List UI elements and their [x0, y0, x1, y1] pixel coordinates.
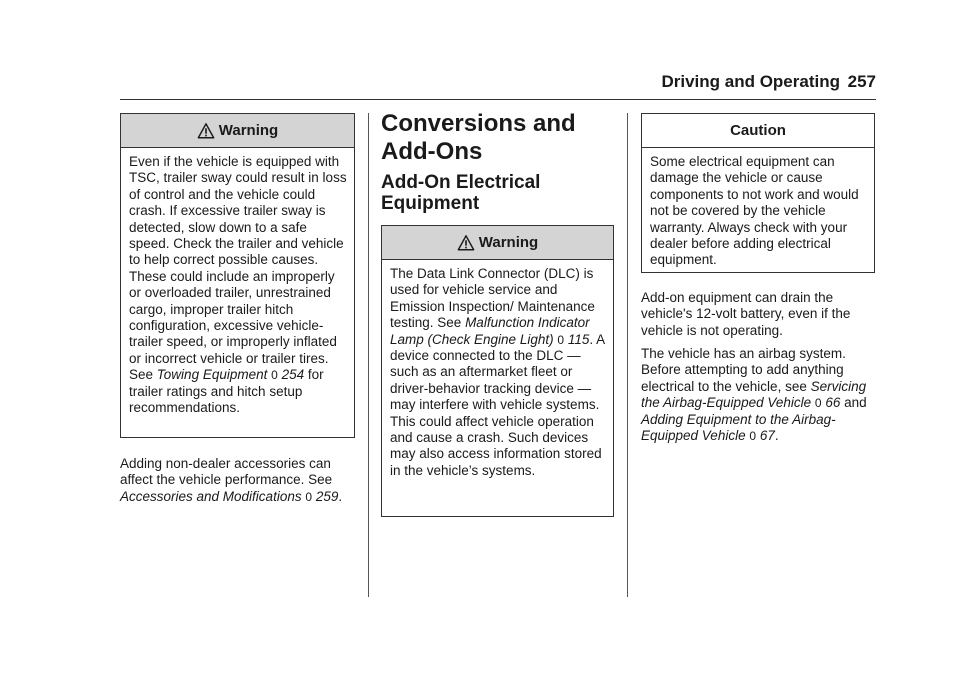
warning-icon — [457, 234, 475, 252]
adding-equipment-link[interactable]: Adding Equipment to the Airbag-Equipped Vehicle — [641, 411, 836, 444]
accessories-link[interactable]: Accessories and Modifications — [120, 488, 302, 504]
paragraph-text: Add-on equipment can drain the vehicle's 12-volt battery, even if the vehicle is not operating. — [641, 290, 851, 338]
warning-text: Even if the vehicle is equipped with TSC, trailer sway could result in loss of control and the vehicle could crash. If excessive trailer sway is detected, slow down to a safe speed. Check the trailer and vehicle to help correct possible causes. These could include an improperly or overloaded trailer, unrestrained cargo, improper trailer hitch configuration, excessive vehicle-trailer speed, or improperly inflated or incorrect vehicle or trailer tires. See — [129, 154, 347, 383]
malfunction-indicator-link[interactable]: Malfunction Indicator Lamp (Check Engine Light) — [390, 315, 590, 347]
section-heading: Conversions and Add-Ons — [381, 110, 576, 165]
towing-equipment-link[interactable]: Towing Equipment — [156, 367, 268, 383]
caution-box-header — [642, 114, 874, 148]
caution-box-body — [642, 148, 874, 269]
warning-box-title: Warning — [218, 122, 279, 139]
page-ref-number[interactable]: 67 — [759, 428, 775, 444]
page-ref-number[interactable]: 259 — [315, 488, 339, 504]
dlc-warning-box — [381, 225, 614, 517]
header-divider — [120, 99, 876, 100]
paragraph-text: Adding non-dealer accessories can affect the vehicle performance. See — [120, 456, 333, 488]
warning-text: The Data Link Connector (DLC) is used for vehicle service and Emission Inspection/ Maintenance testing. See — [390, 266, 595, 331]
airbag-paragraph — [641, 346, 877, 444]
page-ref-icon: 0 — [814, 396, 822, 411]
warning-box-body — [121, 148, 354, 417]
paragraph-text: The vehicle has an airbag system. Before attempting to add anything electrical to the vehicle, see — [641, 346, 846, 394]
warning-box-header — [382, 226, 613, 260]
page-ref-number[interactable]: 66 — [825, 395, 841, 411]
page-number: 257 — [847, 72, 876, 91]
page-ref-number[interactable]: 115 — [567, 331, 590, 347]
accessories-paragraph — [120, 456, 358, 505]
caution-box — [641, 113, 875, 273]
warning-box-header — [121, 114, 354, 148]
page-ref-number[interactable]: 254 — [281, 367, 305, 383]
battery-drain-paragraph — [641, 290, 875, 339]
paragraph-tail: . — [774, 428, 779, 444]
trailer-sway-warning-box — [120, 113, 355, 438]
page-header-title: Driving and Operating — [661, 72, 840, 91]
page-ref-icon: 0 — [271, 368, 278, 383]
page-ref-icon: 0 — [557, 332, 565, 347]
column-divider-right — [627, 113, 628, 597]
caution-text: Some electrical equipment can damage the vehicle or cause components to not work and would not be covered by the vehicle warranty. Always check with your dealer before adding electrical equipment. — [650, 154, 859, 268]
paragraph-tail: . — [338, 488, 343, 504]
warning-box-title: Warning — [478, 234, 539, 251]
servicing-airbag-link[interactable]: Servicing the Airbag-Equipped Vehicle — [641, 378, 867, 411]
warning-icon — [197, 122, 215, 140]
subsection-heading: Add-On Electrical Equipment — [381, 172, 541, 214]
warning-text-tail: for trailer ratings and hitch setup recommendations. — [129, 367, 324, 416]
paragraph-conjunction: and — [844, 395, 867, 411]
warning-box-body — [382, 260, 613, 479]
caution-box-title: Caution — [730, 122, 786, 139]
warning-text-continued: . A device connected to the DLC — such as an aftermarket fleet or driver-behavior tracking device — may interfere with vehicle systems. This could affect vehicle operation and cause a crash. Such devices may also access information stored in the vehicle’s systems. — [390, 331, 605, 478]
column-divider-left — [368, 113, 369, 597]
page-ref-icon: 0 — [305, 489, 313, 504]
page-ref-icon: 0 — [749, 429, 757, 444]
